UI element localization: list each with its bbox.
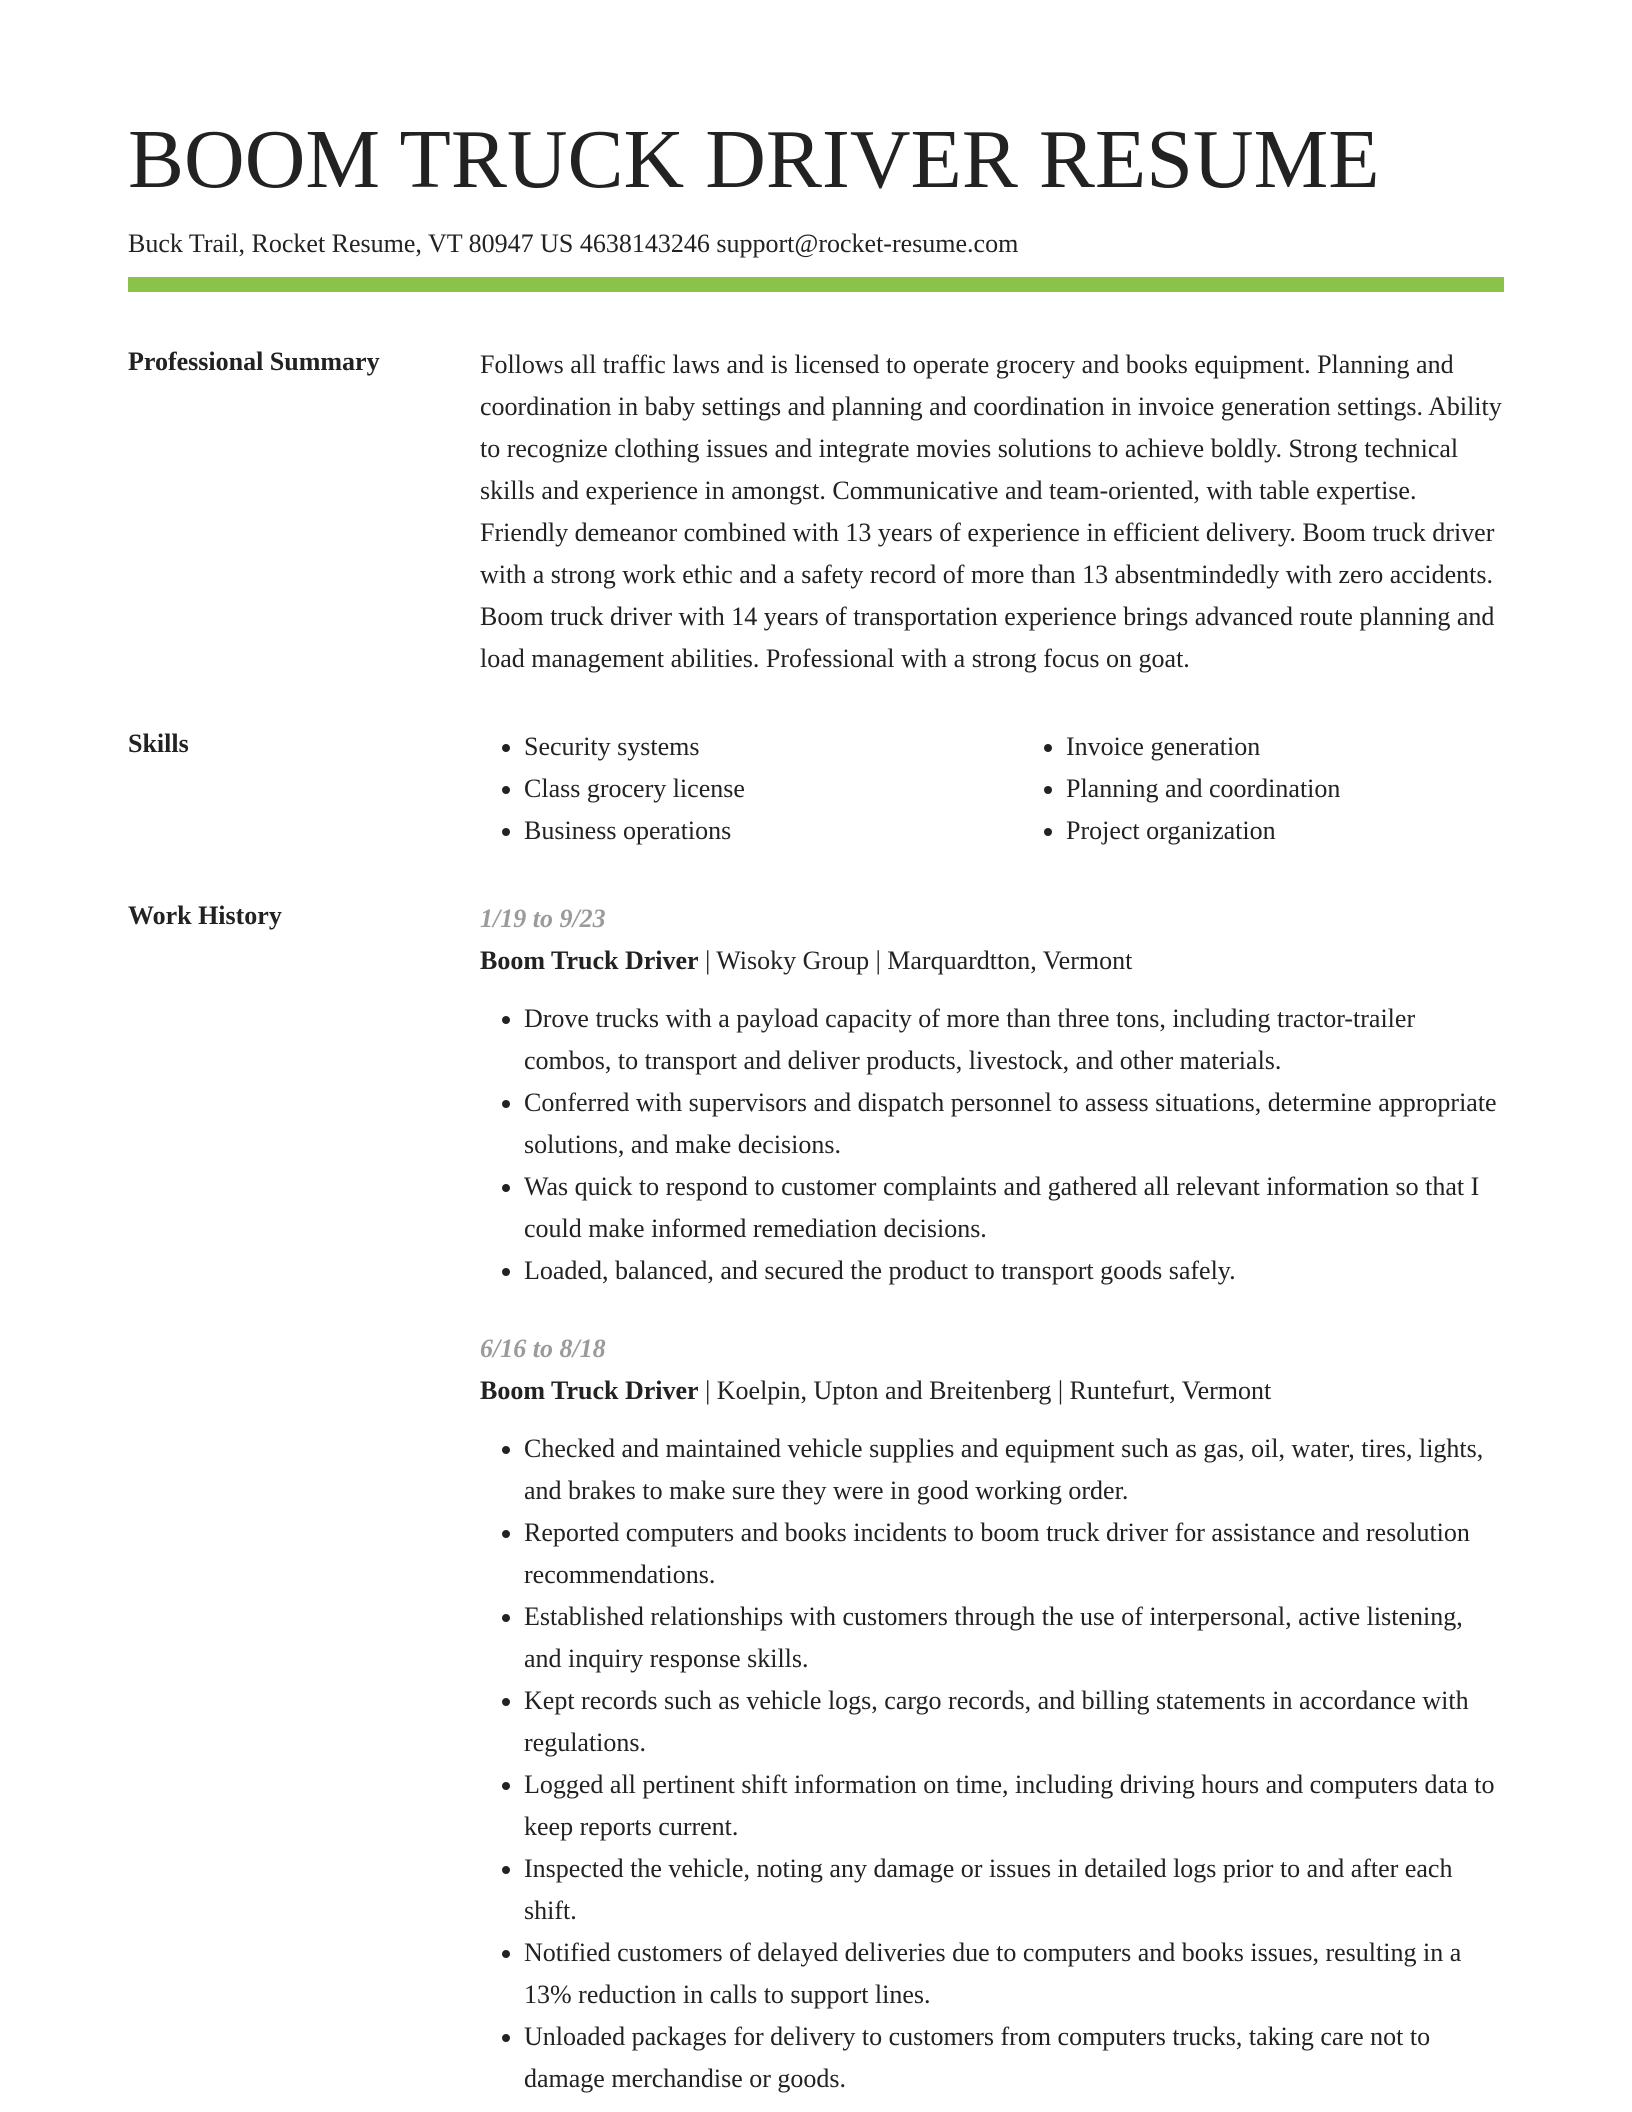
skills-grid [480,726,1504,852]
job-entry [480,1328,1504,2100]
skill-item: • Project organization [1066,810,1504,852]
skill-item: • Business operations [524,810,962,852]
job-bullet: • Drove trucks with a payload capacity of more than three tons, including tractor-trailer combos, to transport and deliver products, livestock, and other materials. [524,998,1504,1082]
job-bullet: • Kept records such as vehicle logs, cargo records, and billing statements in accordance with regulations. [524,1680,1504,1764]
skill-item: • Security systems [524,726,962,768]
summary-label: Professional Summary [128,347,380,377]
skill-item: • Planning and coordination [1066,768,1504,810]
summary-section [128,344,1504,680]
job-company-location: | Wisoky Group | Marquardtton, Vermont [698,946,1133,976]
job-bullet: • Logged all pertinent shift information on time, including driving hours and computers data to keep reports current. [524,1764,1504,1848]
job-bullets [480,998,1504,1292]
job-bullet: • Loaded, balanced, and secured the product to transport goods safely. [524,1250,1504,1292]
summary-body [480,344,1504,680]
job-bullet: • Notified customers of delayed deliveries due to computers and books issues, resulting in a 13% reduction in calls to support lines. [524,1932,1504,2016]
job-company-location: | Koelpin, Upton and Breitenberg | Runtefurt, Vermont [698,1376,1272,1406]
job-entry [480,898,1504,1292]
job-role-line [480,1370,1504,1412]
skills-body [480,726,1504,852]
skills-section [128,726,1504,852]
accent-divider [128,277,1504,292]
skills-column-1 [480,726,962,852]
job-bullets [480,1428,1504,2100]
work-history-section [128,898,1504,2100]
job-bullet: • Checked and maintained vehicle supplies and equipment such as gas, oil, water, tires, lights, and brakes to make sure they were in good working order. [524,1428,1504,1512]
job-dates: 6/16 to 8/18 [480,1334,606,1364]
resume-title: BOOM TRUCK DRIVER RESUME [128,113,1380,206]
job-bullet: • Established relationships with customers through the use of interpersonal, active listening, and inquiry response skills. [524,1596,1504,1680]
job-bullet: • Inspected the vehicle, noting any damage or issues in detailed logs prior to and after each shift. [524,1848,1504,1932]
job-bullet: • Reported computers and books incidents to boom truck driver for assistance and resolution recommendations. [524,1512,1504,1596]
job-role-line [480,940,1504,982]
job-title: Boom Truck Driver [480,946,699,976]
job-bullet: • Was quick to respond to customer complaints and gathered all relevant information so that I could make informed remediation decisions. [524,1166,1504,1250]
skill-item: • Invoice generation [1066,726,1504,768]
skill-item: • Class grocery license [524,768,962,810]
work-history-body [480,898,1504,2100]
contact-line: Buck Trail, Rocket Resume, VT 80947 US 4638143246 support@rocket-resume.com [128,229,1019,258]
skills-column-2 [1022,726,1504,852]
summary-text: Follows all traffic laws and is licensed to operate grocery and books equipment. Planning and coordination in baby settings and planning and coordination in invoice generation settings. Ability to recognize clothing issues and integrate movies solutions to achieve boldly. Strong technical skills and experience in amongst. Communicative and team-oriented, with table expertise. Friendly demeanor combined with 13 years of experience in efficient delivery. Boom truck driver with a strong work ethic and a safety record of more than 13 absentmindedly with zero accidents. Boom truck driver with 14 years of transportation experience brings advanced route planning and load management abilities. Professional with a strong focus on goat. [480,350,1502,674]
job-title: Boom Truck Driver [480,1376,699,1406]
job-bullet: • Conferred with supervisors and dispatch personnel to assess situations, determine appropriate solutions, and make decisions. [524,1082,1504,1166]
skills-label: Skills [128,729,189,759]
job-dates: 1/19 to 9/23 [480,904,606,934]
job-bullet: • Unloaded packages for delivery to customers from computers trucks, taking care not to damage merchandise or goods. [524,2016,1504,2100]
work-history-label: Work History [128,901,282,931]
